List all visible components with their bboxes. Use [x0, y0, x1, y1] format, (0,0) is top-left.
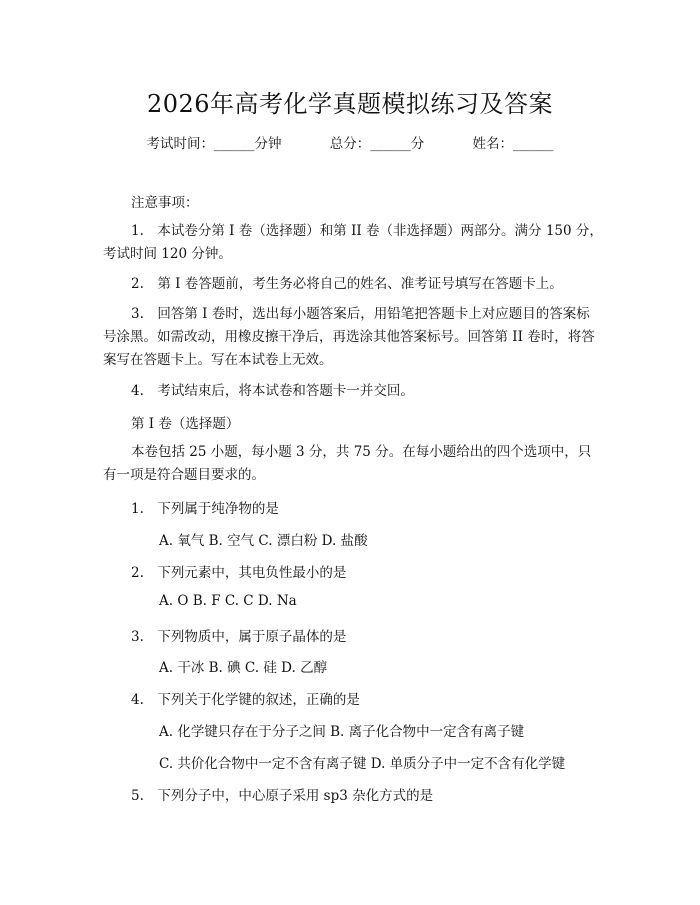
question-stem: 2. 下列元素中，其电负性最小的是	[131, 565, 347, 581]
notice-heading: 注意事项：	[131, 195, 199, 211]
question-options: A. 氧气 B. 空气 C. 漂白粉 D. 盐酸	[159, 533, 368, 549]
section-title: 第 I 卷（选择题）	[131, 416, 240, 432]
question-options: A. 干冰 B. 碘 C. 硅 D. 乙醇	[159, 660, 328, 676]
notice-item: 2. 第 I 卷答题前，考生务必将自己的姓名、准考证号填写在答题卡上。	[131, 276, 563, 292]
notice-item: 3. 回答第 I 卷时，选出每小题答案后，用铅笔把答题卡上对应题目的答案标号涂黑。如需改动，用橡皮擦干净后，再选涂其他答案标号。回答第 II 卷时，将答案写在答题卡上。写在本试卷上无效。	[103, 306, 595, 368]
question-options: A. 化学键只存在于分子之间 B. 离子化合物中一定含有离子键	[159, 724, 525, 740]
exam-meta	[0, 132, 700, 152]
notice-item: 1. 本试卷分第 I 卷（选择题）和第 II 卷（非选择题）两部分。满分 150 分，考试时间 120 分钟。	[103, 223, 603, 262]
question-stem: 5. 下列分子中，中心原子采用 sp3 杂化方式的是	[131, 788, 434, 804]
section-intro: 本卷包括 25 小题，每小题 3 分，共 75 分。在每小题给出的四个选项中，只有一项是符合题目要求的。	[103, 444, 592, 483]
question-options: A. O B. F C. C D. Na	[159, 593, 297, 609]
question-stem: 4. 下列关于化学键的叙述，正确的是	[131, 692, 360, 708]
page-title: 2026年高考化学真题模拟练习及答案	[146, 90, 554, 118]
exam-time: 考试时间：______分钟	[146, 136, 282, 152]
student-name: 姓名：______	[472, 136, 554, 152]
question-stem: 3. 下列物质中，属于原子晶体的是	[131, 629, 347, 645]
exam-score: 总分：______分	[329, 136, 425, 152]
notice-item: 4. 考试结束后，将本试卷和答题卡一并交回。	[131, 383, 414, 399]
question-options: C. 共价化合物中一定不含有离子键 D. 单质分子中一定不含有化学键	[159, 756, 566, 772]
question-stem: 1. 下列属于纯净物的是	[131, 501, 279, 517]
